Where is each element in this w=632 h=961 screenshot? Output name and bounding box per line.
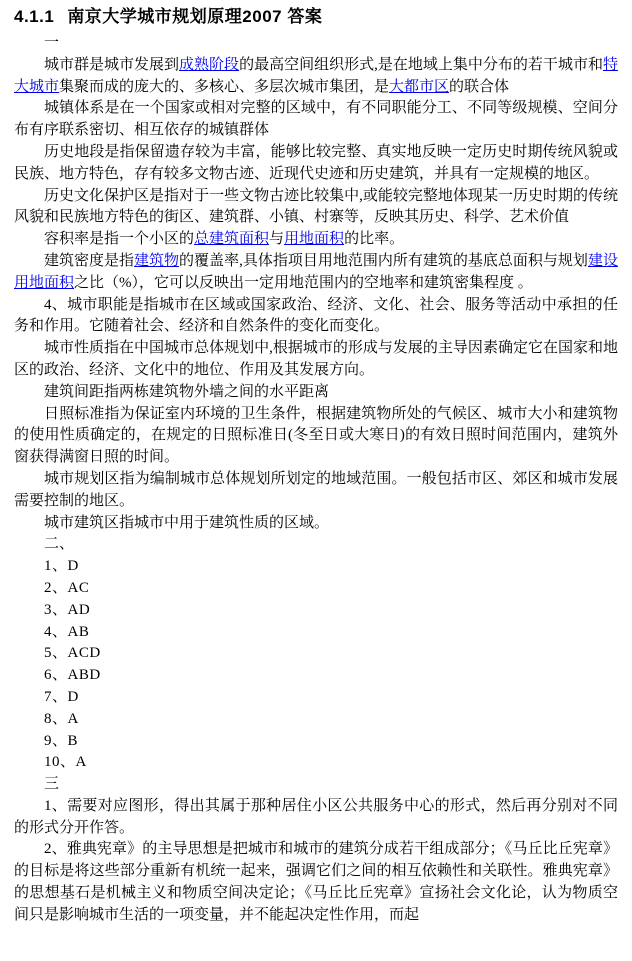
text-run: 4、AB (44, 623, 90, 640)
answer-item (14, 709, 618, 731)
text-run: 9、B (44, 732, 79, 749)
paragraph (14, 98, 618, 142)
text-run: 的最高空间组织形式,是在地域上集中分布的若干城市和 (239, 56, 603, 73)
paragraph (14, 186, 618, 230)
text-run: 三 (44, 776, 60, 793)
page-title (14, 6, 618, 28)
text-run: 7、D (44, 688, 79, 705)
text-run: 城市性质指在中国城市总体规划中,根据城市的形成与发展的主导因素确定它在国家和地区的政治、经济、文化中的地位、作用及其发展方向。 (14, 340, 618, 378)
text-run: 与 (269, 231, 285, 248)
text-run: 3、AD (44, 601, 91, 618)
text-run: 建筑密度是指 (44, 252, 135, 269)
text-run: 2、AC (44, 579, 90, 596)
paragraph (14, 382, 618, 404)
heading-text: 南京大学城市规划原理2007 答案 (67, 7, 323, 26)
answer-item (14, 687, 618, 709)
section-marker (14, 774, 618, 796)
text-run: 集聚而成的庞大的、多核心、多层次城市集团，是 (59, 78, 390, 95)
hyperlink[interactable]: 成熟阶段 (179, 56, 240, 73)
paragraph (14, 796, 618, 840)
hyperlink[interactable]: 用地面积 (284, 231, 345, 248)
paragraph (14, 469, 618, 513)
paragraph (14, 338, 618, 382)
paragraph (14, 295, 618, 339)
text-run: 容积率是指一个小区的 (44, 231, 195, 248)
text-run: 历史地段是指保留遗存较为丰富，能够比较完整、真实地反映一定历史时期传统风貌或民族、地方特色，存有较多文物古迹、近现代史迹和历史建筑，并具有一定规模的地区。 (14, 143, 618, 182)
hyperlink[interactable]: 大都市区 (389, 78, 450, 95)
text-run: 建筑间距指两栋建筑物外墙之间的水平距离 (44, 383, 330, 400)
text-run: 之比（%），它可以反映出一定用地范围内的空地率和建筑密集程度 。 (74, 274, 533, 291)
text-run: 一 (44, 35, 60, 51)
text-run: 5、ACD (44, 645, 101, 662)
section-marker (14, 33, 618, 55)
hyperlink[interactable]: 建筑物 (134, 252, 180, 269)
text-run: 6、ABD (44, 667, 101, 684)
answer-item (14, 665, 618, 687)
answer-item (14, 578, 618, 600)
text-run: 日照标准指为保证室内环境的卫生条件，根据建筑物所处的气候区、城市大小和建筑物的使用性质确定的，在规定的日照标准日(冬至日或大寒日)的有效日照时间范围内，建筑外窗获得满窗日照的时间。 (14, 405, 618, 466)
text-run: 城镇体系是在一个国家或相对完整的区域中，有不同职能分工、不同等级规模、空间分布有序联系密切、相互依存的城镇群体 (14, 100, 618, 139)
text-run: 2、雅典宪章》的主导思想是把城市和城市的建筑分成若干组成部分；《马丘比丘宪章》的目标是将这些部分重新有机统一起来，强调它们之间的相互依赖性和关联性。雅典宪章》的思想基石是机械主义和物质空间决定论；《马丘比丘宪章》宣扬社会文化论，认为物质空间只是影响城市生活的一项变量，并不能起决定性作用，而起 (14, 841, 618, 923)
section-marker (14, 534, 618, 556)
text-run: 城市规划区指为编制城市总体规划所划定的地域范围。一般包括市区、郊区和城市发展需要控制的地区。 (14, 470, 618, 509)
answer-item (14, 622, 618, 644)
paragraph (14, 404, 618, 469)
hyperlink[interactable]: 特大城市 (14, 56, 618, 95)
text-run: 10、A (44, 754, 87, 771)
heading-number: 4.1.1 (14, 7, 55, 26)
paragraph (14, 839, 618, 926)
document-body (14, 33, 618, 927)
text-run: 二、 (44, 536, 75, 553)
text-run: 4、城市职能是指城市在区域或国家政治、经济、文化、社会、服务等活动中承担的任务和作用。它随着社会、经济和自然条件的变化而变化。 (14, 296, 618, 335)
text-run: 1、需要对应图形，得出其属于那种居住小区公共服务中心的形式，然后再分别对不同的形式分开作答。 (14, 797, 618, 836)
text-run: 1、D (44, 558, 79, 575)
answer-item (14, 643, 618, 665)
answer-item (14, 752, 618, 774)
paragraph (14, 55, 618, 99)
paragraph (14, 142, 618, 186)
paragraph (14, 251, 618, 295)
text-run: 的覆盖率,具体指项目用地范围内所有建筑的基底总面积与规划 (179, 252, 588, 269)
text-run: 8、A (44, 710, 79, 727)
hyperlink[interactable]: 建设用地面积 (14, 252, 618, 291)
answer-item (14, 556, 618, 578)
text-run: 的联合体 (449, 78, 510, 95)
text-run: 历史文化保护区是指对于一些文物古迹比较集中,或能较完整地体现某一历史时期的传统风貌和民族地方特色的街区、建筑群、小镇、村寨等，反映其历史、科学、艺术价值 (14, 187, 618, 226)
text-run: 城市群是城市发展到 (44, 56, 180, 73)
paragraph (14, 513, 618, 535)
paragraph (14, 229, 618, 251)
answer-item (14, 731, 618, 753)
text-run: 的比率。 (344, 231, 405, 248)
answer-item (14, 600, 618, 622)
hyperlink[interactable]: 总建筑面积 (194, 231, 270, 248)
text-run: 城市建筑区指城市中用于建筑性质的区域。 (44, 514, 330, 531)
